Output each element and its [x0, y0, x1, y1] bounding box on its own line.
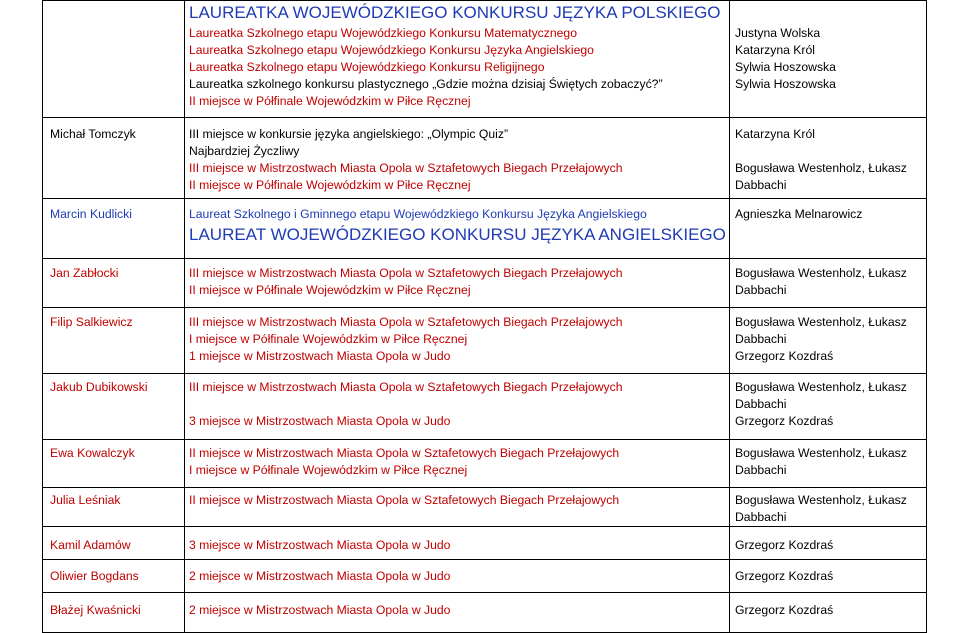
teacher: Dabbachi	[735, 332, 787, 346]
teachers-cell	[730, 308, 927, 374]
achievements-cell	[185, 1, 730, 118]
student-name: Kamil Adamów	[50, 538, 131, 552]
achievement: II miejsce w Półfinale Wojewódzkim w Piłce Ręcznej	[189, 178, 471, 192]
achievements-cell	[185, 199, 730, 259]
teacher: Sylwia Hoszowska	[735, 60, 836, 74]
teacher: Grzegorz Kozdraś	[735, 569, 834, 583]
achievements-cell	[185, 374, 730, 440]
achievements-cell	[185, 527, 730, 560]
table-row	[43, 259, 927, 308]
teachers-cell	[730, 1, 927, 118]
student-name: Oliwier Bogdans	[50, 569, 139, 583]
student-name: Jakub Dubikowski	[50, 380, 148, 394]
achievements-cell	[185, 440, 730, 488]
achievements-cell	[185, 593, 730, 633]
teacher: Grzegorz Kozdraś	[735, 603, 834, 617]
table-row	[43, 118, 927, 199]
achievements-cell	[185, 308, 730, 374]
teacher: Katarzyna Król	[735, 43, 815, 57]
teacher: Dabbachi	[735, 463, 787, 477]
teacher: Bogusława Westenholz, Łukasz	[735, 266, 907, 280]
achievement: III miejsce w Mistrzostwach Miasta Opola w Sztafetowych Biegach Przełajowych	[189, 380, 623, 394]
achievement: 3 miejsce w Mistrzostwach Miasta Opola w Judo	[189, 538, 451, 552]
table-row	[43, 374, 927, 440]
student-name-cell	[43, 374, 185, 440]
table-row	[43, 488, 927, 527]
teacher: Bogusława Westenholz, Łukasz	[735, 446, 907, 460]
student-name-cell	[43, 118, 185, 199]
teacher: Agnieszka Melnarowicz	[735, 207, 863, 221]
student-name: Marcin Kudlicki	[50, 207, 132, 221]
student-name: Filip Salkiewicz	[50, 315, 133, 329]
teachers-cell	[730, 488, 927, 527]
achievement: III miejsce w konkursie języka angielskiego: „Olympic Quiz”	[189, 127, 509, 141]
achievement: 1 miejsce w Mistrzostwach Miasta Opola w Judo	[189, 349, 451, 363]
student-name: Ewa Kowalczyk	[50, 446, 135, 460]
teacher: Grzegorz Kozdraś	[735, 414, 834, 428]
teacher: Katarzyna Król	[735, 127, 815, 141]
achievements-cell	[185, 118, 730, 199]
table-row	[43, 199, 927, 259]
achievement: 2 miejsce w Mistrzostwach Miasta Opola w Judo	[189, 569, 451, 583]
teacher: Bogusława Westenholz, Łukasz	[735, 161, 907, 175]
teacher: Bogusława Westenholz, Łukasz	[735, 380, 907, 394]
teacher: Bogusława Westenholz, Łukasz	[735, 315, 907, 329]
teachers-cell	[730, 527, 927, 560]
student-name-cell	[43, 560, 185, 593]
teachers-cell	[730, 374, 927, 440]
table-row	[43, 308, 927, 374]
achievement: 2 miejsce w Mistrzostwach Miasta Opola w Judo	[189, 603, 451, 617]
student-name: Michał Tomczyk	[50, 127, 136, 141]
table-row	[43, 1, 927, 118]
achievement: II miejsce w Mistrzostwach Miasta Opola w Sztafetowych Biegach Przełajowych	[189, 446, 620, 460]
achievement: Laureatka szkolnego konkursu plastycznego „Gdzie można dzisiaj Świętych zobaczyć?”	[189, 77, 663, 91]
teachers-cell	[730, 259, 927, 308]
achievements-cell	[185, 560, 730, 593]
teacher: Grzegorz Kozdraś	[735, 538, 834, 552]
achievement: Najbardziej Życzliwy	[189, 144, 300, 158]
teacher: Sylwia Hoszowska	[735, 77, 836, 91]
achievement: II miejsce w Półfinale Wojewódzkim w Piłce Ręcznej	[189, 283, 471, 297]
achievement: 3 miejsce w Mistrzostwach Miasta Opola w Judo	[189, 414, 451, 428]
student-name-cell	[43, 593, 185, 633]
achievement: Laureatka Szkolnego etapu Wojewódzkiego Konkursu Języka Angielskiego	[189, 43, 594, 57]
teacher: Justyna Wolska	[735, 26, 821, 40]
achievement: LAUREAT WOJEWÓDZKIEGO KONKURSU JĘZYKA ANGIELSKIEGO	[189, 225, 726, 244]
achievement: LAUREATKA WOJEWÓDZKIEGO KONKURSU JĘZYKA POLSKIEGO	[189, 3, 721, 22]
teachers-cell	[730, 560, 927, 593]
student-name-cell	[43, 527, 185, 560]
student-name-cell	[43, 199, 185, 259]
achievement: III miejsce w Mistrzostwach Miasta Opola w Sztafetowych Biegach Przełajowych	[189, 161, 623, 175]
achievement: I miejsce w Półfinale Wojewódzkim w Piłce Ręcznej	[189, 463, 468, 477]
achievements-cell	[185, 259, 730, 308]
achievement: III miejsce w Mistrzostwach Miasta Opola w Sztafetowych Biegach Przełajowych	[189, 266, 623, 280]
student-name-cell	[43, 259, 185, 308]
table-row	[43, 593, 927, 633]
achievement: II miejsce w Mistrzostwach Miasta Opola w Sztafetowych Biegach Przełajowych	[189, 493, 620, 507]
teachers-cell	[730, 118, 927, 199]
achievement: II miejsce w Półfinale Wojewódzkim w Piłce Ręcznej	[189, 94, 471, 108]
teacher: Dabbachi	[735, 178, 787, 192]
achievement: I miejsce w Półfinale Wojewódzkim w Piłce Ręcznej	[189, 332, 468, 346]
teacher: Grzegorz Kozdraś	[735, 349, 834, 363]
student-name: Julia Leśniak	[50, 493, 121, 507]
teacher: Dabbachi	[735, 283, 787, 297]
table-row	[43, 527, 927, 560]
student-name-cell	[43, 1, 185, 118]
student-name: Błażej Kwaśnicki	[50, 603, 141, 617]
teachers-cell	[730, 440, 927, 488]
teacher: Dabbachi	[735, 397, 787, 411]
achievement: III miejsce w Mistrzostwach Miasta Opola w Sztafetowych Biegach Przełajowych	[189, 315, 623, 329]
table-row	[43, 440, 927, 488]
achievements-cell	[185, 488, 730, 527]
teacher: Bogusława Westenholz, Łukasz	[735, 493, 907, 507]
teacher-spacer	[735, 143, 926, 160]
student-name: Jan Zabłocki	[50, 266, 119, 280]
achievement: Laureatka Szkolnego etapu Wojewódzkiego Konkursu Religijnego	[189, 60, 545, 74]
teacher: Dabbachi	[735, 510, 787, 524]
awards-table	[42, 0, 927, 633]
student-name-cell	[43, 308, 185, 374]
student-name-cell	[43, 488, 185, 527]
achievement: Laureat Szkolnego i Gminnego etapu Wojewódzkiego Konkursu Języka Angielskiego	[189, 207, 647, 221]
teachers-cell	[730, 199, 927, 259]
achievement: Laureatka Szkolnego etapu Wojewódzkiego Konkursu Matematycznego	[189, 26, 577, 40]
teachers-cell	[730, 593, 927, 633]
achievement-spacer	[189, 396, 729, 413]
table-row	[43, 560, 927, 593]
student-name-cell	[43, 440, 185, 488]
